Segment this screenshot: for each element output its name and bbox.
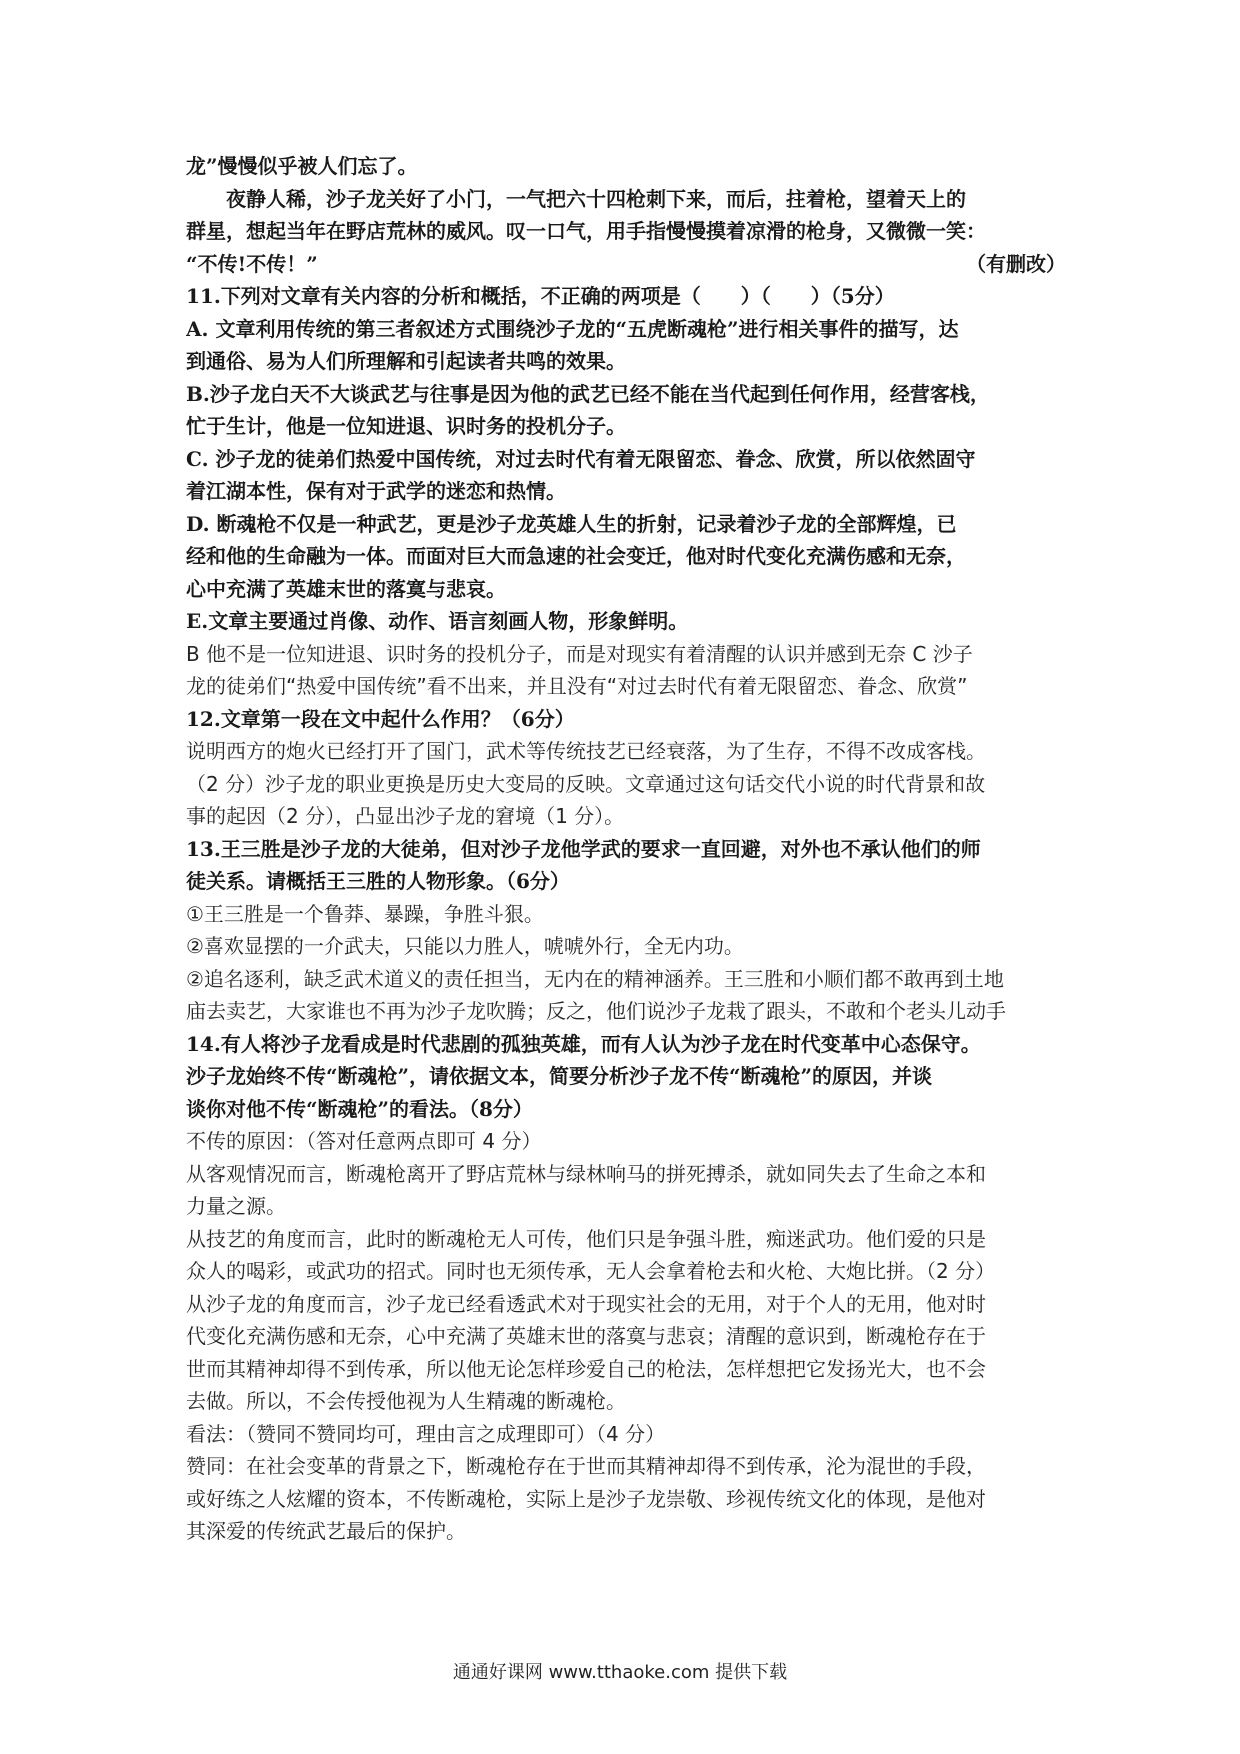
answer-line: 说明西方的炮火已经打开了国门，武术等传统技艺已经衰落，为了生存，不得不改成客栈。 — [186, 739, 986, 763]
question-12: 12.文章第一段在文中起什么作用？（6分） — [186, 706, 575, 731]
page-footer: 通通好课网 www.tthaoke.com 提供下载 — [452, 1662, 788, 1683]
option-d: D. 断魂枪不仅是一种武艺，更是沙子龙英雄人生的折射，记录着沙子龙的全部辉煌，已 — [186, 511, 957, 536]
option-e: E.文章主要通过肖像、动作、语言刻画人物，形象鲜明。 — [186, 609, 689, 633]
answer-line: 其深爱的传统武艺最后的保护。 — [186, 1519, 466, 1543]
answer-line: ②喜欢显摆的一介武夫，只能以力胜人，唬唬外行，全无内功。 — [186, 934, 744, 958]
answer-line: 事的起因（2 分），凸显出沙子龙的窘境（1 分）。 — [186, 804, 625, 828]
answer-line: 众人的喝彩，或武功的招式。同时也无须传承，无人会拿着枪去和火枪、大炮比拼。（2 分） — [186, 1259, 996, 1283]
answer-line: （2 分）沙子龙的职业更换是历史大变局的反映。文章通过这句话交代小说的时代背景和故 — [186, 771, 986, 796]
option-c-cont: 着江湖本性，保有对于武学的迷恋和热情。 — [186, 479, 566, 503]
text-line-with-note — [186, 248, 1066, 281]
option-d-cont: 经和他的生命融为一体。而面对巨大而急速的社会变迁，他对时代变化充满伤感和无奈， — [186, 544, 966, 568]
source-note: （有删改） — [966, 251, 1066, 276]
answer-line: ②追名逐利，缺乏武术道义的责任担当，无内在的精神涵养。王三胜和小顺们都不敢再到土地 — [186, 966, 1004, 991]
question-13-cont: 徒关系。请概括王三胜的人物形象。（6分） — [186, 869, 570, 893]
answer-line: ①王三胜是一个鲁莽、暴躁，争胜斗狠。 — [186, 901, 544, 926]
answer-line: 去做。所以，不会传授他视为人生精魂的断魂枪。 — [186, 1389, 626, 1413]
answer-line: 赞同：在社会变革的背景之下，断魂枪存在于世而其精神却得不到传承，沦为混世的手段， — [186, 1454, 986, 1478]
answer-line: 不传的原因：（答对任意两点即可 4 分） — [186, 1129, 542, 1153]
document-body — [186, 150, 1066, 1548]
option-b-cont: 忙于生计，他是一位知进退、识时务的投机分子。 — [186, 414, 626, 438]
question-13: 13.王三胜是沙子龙的大徒弟，但对沙子龙他学武的要求一直回避，对外也不承认他们的师 — [186, 836, 981, 861]
text-line: 群星，想起当年在野店荒林的威风。叹一口气，用手指慢慢摸着凉滑的枪身，又微微一笑： — [186, 219, 986, 243]
answer-line: 力量之源。 — [186, 1194, 286, 1218]
answer-line: 世而其精神却得不到传承，所以他无论怎样珍爱自己的枪法，怎样想把它发扬光大，也不会 — [186, 1356, 986, 1381]
question-11: 11.下列对文章有关内容的分析和概括，不正确的两项是（ ）（ ）（5分） — [186, 284, 895, 308]
text-line: 龙”慢慢似乎被人们忘了。 — [186, 154, 418, 178]
question-14: 14.有人将沙子龙看成是时代悲剧的孤独英雄，而有人认为沙子龙在时代变革中心态保守。 — [186, 1031, 981, 1056]
option-c: C. 沙子龙的徒弟们热爱中国传统，对过去时代有着无限留恋、眷念、欣赏，所以依然固守 — [186, 446, 976, 471]
answer-line: 从技艺的角度而言，此时的断魂枪无人可传，他们只是争强斗胜，痴迷武功。他们爱的只是 — [186, 1226, 986, 1251]
answer-line: 庙去卖艺，大家谁也不再为沙子龙吹腾；反之，他们说沙子龙栽了跟头，不敢和个老头儿动手 — [186, 999, 1006, 1023]
option-a: A. 文章利用传统的第三者叙述方式围绕沙子龙的“五虎断魂枪”进行相关事件的描写，达 — [186, 316, 959, 341]
option-a-cont: 到通俗、易为人们所理解和引起读者共鸣的效果。 — [186, 349, 626, 373]
option-d-cont: 心中充满了英雄末世的落寞与悲哀。 — [186, 576, 506, 601]
question-14-cont: 沙子龙始终不传“断魂枪”，请依据文本，简要分析沙子龙不传“断魂枪”的原因，并谈 — [186, 1064, 933, 1088]
quote-text: “不传!不传！” — [186, 251, 318, 276]
text-line: 夜静人稀，沙子龙关好了小门，一气把六十四枪刺下来，而后，拄着枪，望着天上的 — [226, 186, 966, 211]
answer-line: 从沙子龙的角度而言，沙子龙已经看透武术对于现实社会的无用，对于个人的无用，他对时 — [186, 1291, 986, 1316]
answer-line: 从客观情况而言，断魂枪离开了野店荒林与绿林响马的拼死搏杀，就如同失去了生命之本和 — [186, 1161, 986, 1186]
answer-line: 代变化充满伤感和无奈，心中充满了英雄末世的落寞与悲哀；清醒的意识到，断魂枪存在于 — [186, 1324, 986, 1348]
answer-line: 龙的徒弟们“热爱中国传统”看不出来，并且没有“对过去时代有着无限留恋、眷念、欣赏” — [186, 674, 968, 698]
answer-line: B 他不是一位知进退、识时务的投机分子，而是对现实有着清醒的认识并感到无奈 C 沙子 — [186, 641, 973, 666]
answer-line: 看法：（赞同不赞同均可，理由言之成理即可）（4 分） — [186, 1421, 666, 1446]
question-14-cont: 谈你对他不传“断魂枪”的看法。（8分） — [186, 1096, 533, 1121]
option-b: B.沙子龙白天不大谈武艺与往事是因为他的武艺已经不能在当代起到任何作用，经营客栈， — [186, 381, 990, 406]
answer-line: 或好练之人炫耀的资本，不传断魂枪，实际上是沙子龙崇敬、珍视传统文化的体现，是他对 — [186, 1486, 986, 1511]
